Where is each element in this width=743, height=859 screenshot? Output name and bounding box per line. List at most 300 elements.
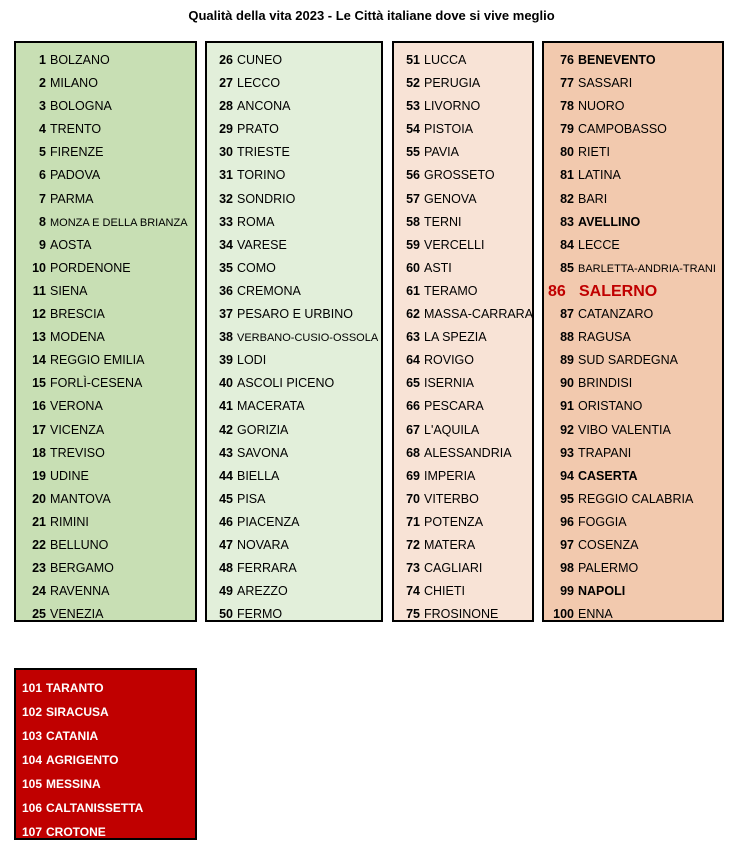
ranking-row xyxy=(394,280,532,303)
city-name: CAMPOBASSO xyxy=(578,122,667,137)
rank-number: 97 xyxy=(560,537,574,552)
ranking-row xyxy=(16,603,195,626)
rank-number: 74 xyxy=(406,584,420,599)
ranking-row xyxy=(207,303,381,326)
rank-number: 86 xyxy=(548,282,566,300)
ranking-row xyxy=(207,326,381,349)
ranking-row xyxy=(544,211,722,234)
rank-number: 32 xyxy=(219,191,233,206)
city-name: VARESE xyxy=(237,237,287,252)
rank-number: 85 xyxy=(560,260,574,275)
city-name: FOGGIA xyxy=(578,514,627,529)
rank-number: 53 xyxy=(406,99,420,114)
city-name: SUD SARDEGNA xyxy=(578,353,679,368)
rank-number: 22 xyxy=(32,537,46,552)
city-name: ROVIGO xyxy=(424,353,475,368)
city-name: SASSARI xyxy=(578,76,633,91)
city-name: BELLUNO xyxy=(50,537,109,552)
ranking-row xyxy=(207,511,381,534)
ranking-row xyxy=(16,676,195,700)
rank-number: 45 xyxy=(219,491,233,506)
ranking-row xyxy=(16,49,195,72)
city-name: VENEZIA xyxy=(50,607,104,622)
ranking-row xyxy=(16,141,195,164)
ranking-column-1-25 xyxy=(14,41,197,622)
ranking-row xyxy=(16,118,195,141)
rank-number: 63 xyxy=(406,330,420,345)
ranking-row xyxy=(16,280,195,303)
rank-number: 14 xyxy=(32,353,46,368)
city-name: LATINA xyxy=(578,168,621,183)
rank-number: 90 xyxy=(560,376,574,391)
city-name: ALESSANDRIA xyxy=(424,445,512,460)
rank-number: 8 xyxy=(39,214,46,229)
city-name: TORINO xyxy=(237,168,286,183)
ranking-row xyxy=(394,257,532,280)
ranking-row xyxy=(544,95,722,118)
rank-number: 76 xyxy=(560,53,574,67)
city-name: SALERNO xyxy=(579,282,658,300)
rank-number: 37 xyxy=(219,307,233,322)
rank-number: 50 xyxy=(219,607,233,622)
ranking-row xyxy=(16,211,195,234)
city-name: BRINDISI xyxy=(578,376,633,391)
ranking-row xyxy=(16,188,195,211)
ranking-row xyxy=(16,349,195,372)
city-name: PISTOIA xyxy=(424,122,474,137)
ranking-row xyxy=(207,372,381,395)
city-name: TERNI xyxy=(424,214,462,229)
ranking-row xyxy=(16,700,195,724)
city-name: AVELLINO xyxy=(578,214,641,229)
ranking-row xyxy=(394,534,532,557)
rank-number: 95 xyxy=(560,491,574,506)
rank-number: 29 xyxy=(219,122,233,137)
city-name: REGGIO EMILIA xyxy=(50,353,145,368)
rank-number: 4 xyxy=(39,122,46,137)
city-name: MODENA xyxy=(50,330,105,345)
city-name: COSENZA xyxy=(578,537,639,552)
ranking-row xyxy=(544,188,722,211)
rank-number: 99 xyxy=(560,584,574,599)
ranking-row xyxy=(394,372,532,395)
ranking-column-76-100 xyxy=(542,41,724,622)
ranking-row xyxy=(544,141,722,164)
ranking-row xyxy=(544,488,722,511)
rank-number: 1 xyxy=(39,53,46,67)
page-title: Qualità della vita 2023 - Le Città italiane dove si vive meglio xyxy=(188,8,555,23)
ranking-row xyxy=(207,557,381,580)
rank-number: 65 xyxy=(406,376,420,391)
ranking-row xyxy=(207,141,381,164)
city-name: GROSSETO xyxy=(424,168,495,183)
ranking-row xyxy=(544,603,722,626)
rank-number: 23 xyxy=(32,561,46,576)
rank-number: 7 xyxy=(39,191,46,206)
rank-number: 70 xyxy=(406,491,420,506)
city-name: FIRENZE xyxy=(50,145,104,160)
rank-number: 66 xyxy=(406,399,420,414)
ranking-row xyxy=(207,211,381,234)
city-name: PIACENZA xyxy=(237,514,300,529)
rank-number: 69 xyxy=(406,468,420,483)
ranking-row xyxy=(16,772,195,796)
ranking-row xyxy=(207,257,381,280)
city-name: BARLETTA-ANDRIA-TRANI xyxy=(578,262,716,275)
rank-number: 27 xyxy=(219,76,233,91)
ranking-row xyxy=(544,534,722,557)
ranking-row xyxy=(16,303,195,326)
ranking-column-101-107 xyxy=(14,668,197,840)
ranking-row xyxy=(544,511,722,534)
rank-number: 47 xyxy=(219,537,233,552)
city-name: LIVORNO xyxy=(424,99,481,114)
ranking-row xyxy=(207,118,381,141)
city-name: NUORO xyxy=(578,99,625,114)
rank-number: 18 xyxy=(32,445,46,460)
city-name: ASTI xyxy=(424,260,452,275)
city-name: PESARO E URBINO xyxy=(237,307,353,322)
rank-number: 40 xyxy=(219,376,233,391)
ranking-row xyxy=(544,419,722,442)
rank-number: 87 xyxy=(560,307,574,322)
rank-number: 51 xyxy=(406,53,420,67)
ranking-row xyxy=(207,534,381,557)
city-name: BIELLA xyxy=(237,468,280,483)
ranking-row xyxy=(207,349,381,372)
rank-number: 73 xyxy=(406,561,420,576)
ranking-row xyxy=(544,280,722,303)
city-name: BRESCIA xyxy=(50,307,105,322)
city-name: CHIETI xyxy=(424,584,465,599)
rank-number: 24 xyxy=(32,584,46,599)
ranking-row xyxy=(394,488,532,511)
city-name: PORDENONE xyxy=(50,260,131,275)
city-name: PRATO xyxy=(237,122,279,137)
rank-number: 12 xyxy=(32,307,46,322)
ranking-row xyxy=(394,465,532,488)
ranking-row xyxy=(207,603,381,626)
ranking-row xyxy=(16,557,195,580)
city-name: CASERTA xyxy=(578,468,638,483)
city-name: FERMO xyxy=(237,607,283,622)
rank-number: 36 xyxy=(219,283,233,298)
rank-number: 5 xyxy=(39,145,46,160)
city-name: MACERATA xyxy=(237,399,305,414)
ranking-row xyxy=(207,465,381,488)
city-name: CATANIA xyxy=(46,729,99,743)
city-name: ORISTANO xyxy=(578,399,643,414)
city-name: SONDRIO xyxy=(237,191,296,206)
ranking-row xyxy=(16,820,195,844)
rank-number: 2 xyxy=(39,76,46,91)
city-name: LECCE xyxy=(578,237,620,252)
city-name: FORLÌ-CESENA xyxy=(50,376,143,391)
rank-number: 33 xyxy=(219,214,233,229)
city-name: NAPOLI xyxy=(578,584,626,599)
city-name: ISERNIA xyxy=(424,376,475,391)
city-name: AGRIGENTO xyxy=(46,753,119,767)
rank-number: 62 xyxy=(406,307,420,322)
rank-number: 54 xyxy=(406,122,420,137)
rank-number: 79 xyxy=(560,122,574,137)
city-name: BERGAMO xyxy=(50,561,114,576)
rank-number: 93 xyxy=(560,445,574,460)
ranking-row xyxy=(207,580,381,603)
rank-number: 20 xyxy=(32,491,46,506)
rank-number: 89 xyxy=(560,353,574,368)
ranking-row xyxy=(207,49,381,72)
rank-number: 11 xyxy=(32,283,46,298)
ranking-row xyxy=(394,303,532,326)
city-name: FERRARA xyxy=(237,561,297,576)
ranking-row xyxy=(16,164,195,187)
city-name: VIBO VALENTIA xyxy=(578,422,671,437)
city-name: FROSINONE xyxy=(424,607,499,622)
city-name: CALTANISSETTA xyxy=(46,801,144,815)
rank-number: 30 xyxy=(219,145,233,160)
ranking-row xyxy=(544,580,722,603)
city-name: ANCONA xyxy=(237,99,291,114)
ranking-row xyxy=(16,748,195,772)
ranking-row xyxy=(16,488,195,511)
rank-number: 48 xyxy=(219,561,233,576)
rank-number: 43 xyxy=(219,445,233,460)
rank-number: 21 xyxy=(32,514,46,529)
city-name: CAGLIARI xyxy=(424,561,483,576)
ranking-row xyxy=(207,280,381,303)
rank-number: 94 xyxy=(560,468,574,483)
ranking-row xyxy=(394,326,532,349)
city-name: PAVIA xyxy=(424,145,459,160)
city-name: RIETI xyxy=(578,145,610,160)
city-name: ENNA xyxy=(578,607,613,622)
ranking-row xyxy=(544,326,722,349)
ranking-row xyxy=(544,72,722,95)
city-name: TERAMO xyxy=(424,283,478,298)
ranking-row xyxy=(544,118,722,141)
city-name: SAVONA xyxy=(237,445,289,460)
rank-number: 39 xyxy=(219,353,233,368)
ranking-row xyxy=(16,442,195,465)
city-name: VITERBO xyxy=(424,491,479,506)
ranking-row xyxy=(16,511,195,534)
ranking-row xyxy=(544,395,722,418)
city-name: LECCO xyxy=(237,76,281,91)
rank-number: 25 xyxy=(32,607,46,622)
city-name: LUCCA xyxy=(424,53,467,67)
rank-number: 52 xyxy=(406,76,420,91)
rank-number: 41 xyxy=(219,399,233,414)
rank-number: 61 xyxy=(406,283,420,298)
ranking-row xyxy=(394,580,532,603)
ranking-row xyxy=(207,488,381,511)
ranking-row xyxy=(394,442,532,465)
rank-number: 38 xyxy=(219,330,233,345)
city-name: PERUGIA xyxy=(424,76,481,91)
city-name: PADOVA xyxy=(50,168,101,183)
rank-number: 6 xyxy=(39,168,46,183)
city-name: VERCELLI xyxy=(424,237,485,252)
city-name: PESCARA xyxy=(424,399,484,414)
ranking-row xyxy=(207,72,381,95)
city-name: ASCOLI PICENO xyxy=(237,376,335,391)
city-name: TRIESTE xyxy=(237,145,290,160)
ranking-row xyxy=(16,534,195,557)
city-name: TREVISO xyxy=(50,445,105,460)
ranking-row xyxy=(394,234,532,257)
rank-number: 80 xyxy=(560,145,574,160)
ranking-row xyxy=(544,303,722,326)
rank-number: 98 xyxy=(560,561,574,576)
city-name: UDINE xyxy=(50,468,89,483)
ranking-row xyxy=(394,557,532,580)
rank-number: 19 xyxy=(32,468,46,483)
rank-number: 57 xyxy=(406,191,420,206)
city-name: RAVENNA xyxy=(50,584,110,599)
ranking-row xyxy=(16,234,195,257)
rank-number: 35 xyxy=(219,260,233,275)
ranking-row xyxy=(16,395,195,418)
ranking-row xyxy=(16,95,195,118)
rank-number: 104 xyxy=(21,753,42,767)
rank-number: 59 xyxy=(406,237,420,252)
ranking-row xyxy=(16,257,195,280)
rank-number: 77 xyxy=(560,76,574,91)
rank-number: 44 xyxy=(219,468,233,483)
ranking-row xyxy=(544,557,722,580)
city-name: LODI xyxy=(237,353,267,368)
rank-number: 13 xyxy=(32,330,46,345)
ranking-row xyxy=(394,395,532,418)
rank-number: 102 xyxy=(21,705,42,719)
city-name: BARI xyxy=(578,191,608,206)
city-name: RAGUSA xyxy=(578,330,631,345)
rank-number: 71 xyxy=(406,514,420,529)
city-name: VERONA xyxy=(50,399,103,414)
city-name: GORIZIA xyxy=(237,422,289,437)
city-name: MATERA xyxy=(424,537,476,552)
rank-number: 105 xyxy=(21,777,42,791)
ranking-column-26-50 xyxy=(205,41,383,622)
ranking-row xyxy=(207,395,381,418)
city-name: SIENA xyxy=(50,283,88,298)
ranking-row xyxy=(207,234,381,257)
rank-number: 46 xyxy=(219,514,233,529)
city-name: AREZZO xyxy=(237,584,288,599)
city-name: MASSA-CARRARA xyxy=(424,307,534,322)
ranking-row xyxy=(544,372,722,395)
ranking-row xyxy=(394,211,532,234)
rank-number: 42 xyxy=(219,422,233,437)
ranking-row xyxy=(16,326,195,349)
city-name: TRAPANI xyxy=(578,445,632,460)
city-name: MILANO xyxy=(50,76,98,91)
city-name: CREMONA xyxy=(237,283,301,298)
rank-number: 81 xyxy=(560,168,574,183)
rank-number: 55 xyxy=(406,145,420,160)
ranking-column-51-75 xyxy=(392,41,534,622)
city-name: BOLOGNA xyxy=(50,99,112,114)
city-name: BENEVENTO xyxy=(578,53,656,67)
rank-number: 101 xyxy=(21,681,42,695)
city-name: VERBANO-CUSIO-OSSOLA xyxy=(237,332,379,345)
city-name: AOSTA xyxy=(50,237,92,252)
rank-number: 72 xyxy=(406,537,420,552)
ranking-row xyxy=(207,442,381,465)
city-name: L'AQUILA xyxy=(424,422,480,437)
city-name: PARMA xyxy=(50,191,94,206)
ranking-row xyxy=(394,72,532,95)
city-name: PISA xyxy=(237,491,266,506)
ranking-row xyxy=(544,349,722,372)
city-name: VICENZA xyxy=(50,422,105,437)
city-name: CROTONE xyxy=(46,825,106,839)
rank-number: 58 xyxy=(406,214,420,229)
city-name: CATANZARO xyxy=(578,307,654,322)
city-name: TRENTO xyxy=(50,122,102,137)
rank-number: 68 xyxy=(406,445,420,460)
rank-number: 88 xyxy=(560,330,574,345)
rank-number: 28 xyxy=(219,99,233,114)
city-name: RIMINI xyxy=(50,514,89,529)
rank-number: 15 xyxy=(32,376,46,391)
city-name: TARANTO xyxy=(46,681,104,695)
city-name: POTENZA xyxy=(424,514,484,529)
rank-number: 10 xyxy=(32,260,46,275)
ranking-row xyxy=(394,603,532,626)
rank-number: 75 xyxy=(406,607,420,622)
rank-number: 106 xyxy=(21,801,42,815)
city-name: MANTOVA xyxy=(50,491,111,506)
ranking-row xyxy=(544,49,722,72)
rank-number: 31 xyxy=(219,168,233,183)
city-name: REGGIO CALABRIA xyxy=(578,491,694,506)
ranking-row xyxy=(207,188,381,211)
ranking-row xyxy=(394,49,532,72)
rank-number: 96 xyxy=(560,514,574,529)
rank-number: 84 xyxy=(560,237,574,252)
rank-number: 67 xyxy=(406,422,420,437)
rank-number: 3 xyxy=(39,99,46,114)
ranking-row xyxy=(394,511,532,534)
ranking-row xyxy=(394,141,532,164)
city-name: NOVARA xyxy=(237,537,289,552)
rank-number: 9 xyxy=(39,237,46,252)
ranking-row xyxy=(394,164,532,187)
ranking-row xyxy=(16,580,195,603)
ranking-row xyxy=(394,419,532,442)
rank-number: 91 xyxy=(560,399,574,414)
city-name: PALERMO xyxy=(578,561,639,576)
rank-number: 17 xyxy=(32,422,46,437)
rank-number: 49 xyxy=(219,584,233,599)
city-name: COMO xyxy=(237,260,276,275)
ranking-row xyxy=(394,118,532,141)
ranking-row xyxy=(544,465,722,488)
rank-number: 26 xyxy=(219,53,233,67)
ranking-row xyxy=(544,442,722,465)
city-name: BOLZANO xyxy=(50,53,110,67)
ranking-row xyxy=(16,372,195,395)
ranking-row xyxy=(16,465,195,488)
rank-number: 100 xyxy=(553,607,574,622)
rank-number: 60 xyxy=(406,260,420,275)
ranking-row xyxy=(207,95,381,118)
ranking-row xyxy=(544,164,722,187)
ranking-row xyxy=(544,257,722,280)
rank-number: 16 xyxy=(32,399,46,414)
